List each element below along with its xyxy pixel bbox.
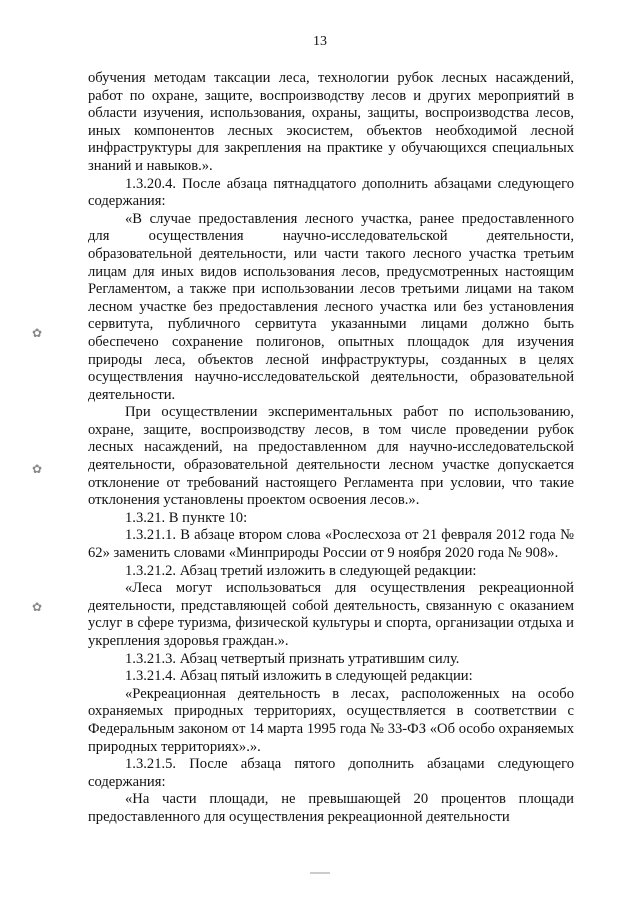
footer-scan-mark <box>310 872 330 874</box>
paragraph: 1.3.21.2. Абзац третий изложить в следующей редакции: <box>125 562 477 579</box>
margin-scan-mark: ✿ <box>31 462 43 476</box>
paragraph: «Рекреационная деятельность в лесах, расположенных на особо охраняемых природных территориях, осуществляется в соответствии с Федеральным законом от 14 марта 1995 года № 33-ФЗ «Об особо охраняемых природных территориях».». <box>88 685 574 755</box>
paragraph: 1.3.21.1. В абзаце втором слова «Рослесхоза от 21 февраля 2012 года № 62» заменить словами «Минприроды России от 9 ноября 2020 года № 908». <box>88 527 574 562</box>
paragraph: обучения методам таксации леса, технологии рубок лесных насаждений, работ по охране, защите, воспроизводству лесов и других мероприятий в области изучения, использования, охраны, защиты, воспроизводства лесов, иных компонентов лесных экосистем, объектов необходимой лесной инфраструктуры для закрепления на практике у обучающихся специальных знаний и навыков.». <box>88 70 574 174</box>
paragraph: 1.3.21. В пункте 10: <box>125 509 248 526</box>
margin-scan-mark: ✿ <box>31 326 43 340</box>
paragraph: 1.3.21.5. После абзаца пятого дополнить абзацами следующего содержания: <box>88 756 574 790</box>
paragraph: «На части площади, не превышающей 20 процентов площади предоставленного для осуществления рекреационной деятельности <box>88 791 574 825</box>
paragraph: «В случае предоставления лесного участка, ранее предоставленного для осуществления научно-исследовательской деятельности, образовательной деятельности, или части такого лесного участка третьим лицам для иных видов использования лесов, предусмотренных настоящим Регламентом, а также при использовании лесов третьими лицами на таком лесном участке без предоставления лесного участка или без установления сервитута, публичного сервитута указанными лицами должно быть обеспечено сохранение полигонов, опытных площадок для изучения природы леса, объектов лесной инфраструктуры, созданных в целях осуществления научно-исследовательской деятельности, образовательной деятельности. <box>88 210 574 403</box>
paragraph: 1.3.21.4. Абзац пятый изложить в следующей редакции: <box>125 668 473 685</box>
document-body <box>88 70 574 827</box>
margin-scan-mark: ✿ <box>31 600 43 614</box>
page-number: 13 <box>313 34 327 49</box>
paragraph: «Леса могут использоваться для осуществления рекреационной деятельности, представляющей собой деятельность, связанную с оказанием услуг в сфере туризма, физической культуры и спорта, организации отдыха и укрепления здоровья граждан.». <box>88 580 574 649</box>
paragraph: При осуществлении экспериментальных работ по использованию, охране, защите, воспроизводству лесов, в том числе проведении рубок лесных насаждений, на предоставленном для научно-исследовательской деятельности, образовательной деятельности лесном участке допускается отклонение от требований настоящего Регламента при условии, что такие отклонения установлены проектом освоения лесов.». <box>88 404 574 509</box>
paragraph: 1.3.21.3. Абзац четвертый признать утратившим силу. <box>125 650 460 667</box>
paragraph: 1.3.20.4. После абзаца пятнадцатого дополнить абзацами следующего содержания: <box>88 175 574 210</box>
